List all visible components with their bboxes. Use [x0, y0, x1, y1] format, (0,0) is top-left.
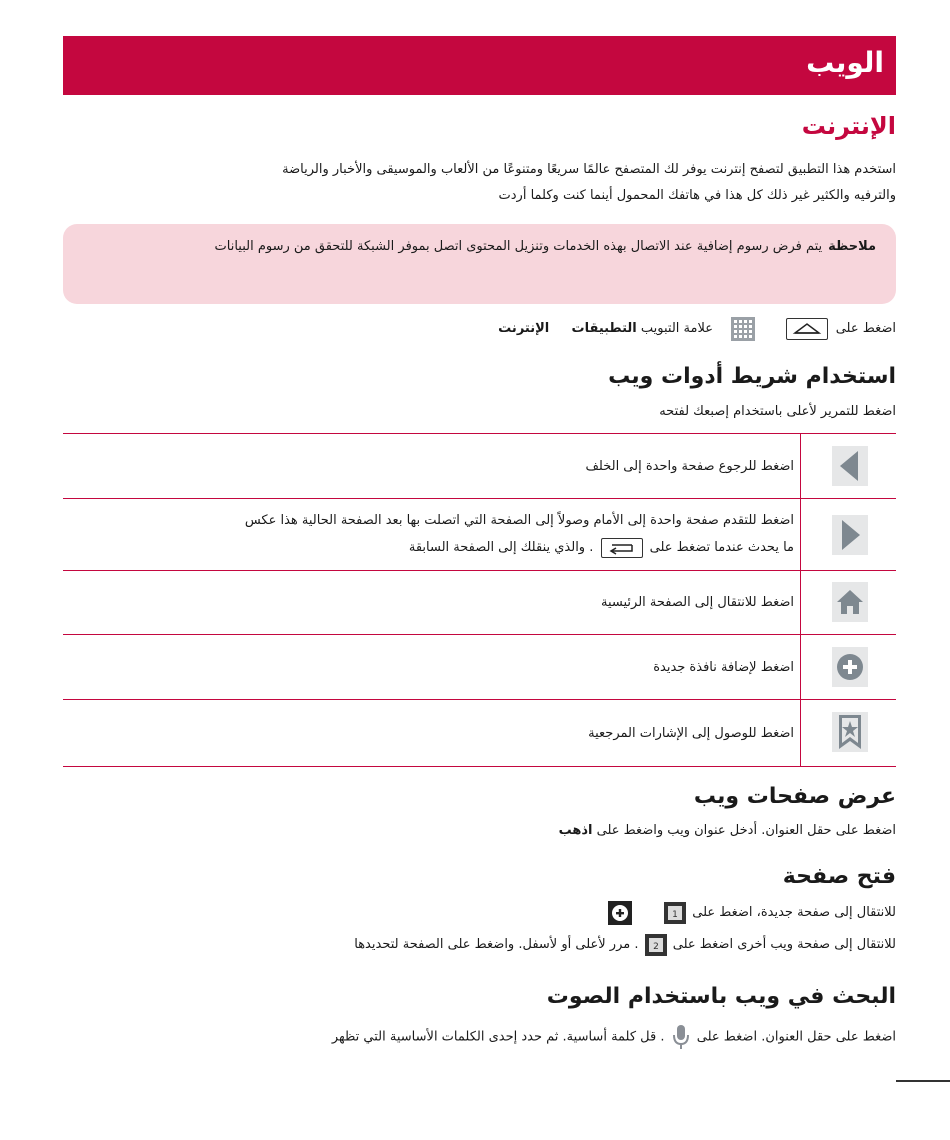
back-description: اضغط للرجوع صفحة واحدة إلى الخلف	[585, 459, 794, 474]
microphone-icon	[672, 1024, 690, 1050]
internet-heading: الإنترنت	[801, 112, 896, 140]
voice-search-text	[63, 1024, 896, 1051]
bookmark-icon	[832, 712, 868, 752]
svg-text:1: 1	[672, 909, 678, 920]
home-description: اضغط للانتقال إلى الصفحة الرئيسية	[600, 595, 794, 610]
open-page-line2-text-b: . مرر لأعلى أو لأسفل. واضغط على الصفحة لتحديدها	[354, 937, 639, 952]
voice-search-heading: البحث في ويب باستخدام الصوت	[546, 984, 896, 1009]
internet-text: الإنترنت	[498, 321, 550, 336]
new-window-plus-icon	[608, 901, 632, 925]
forward-description-line2	[81, 534, 794, 561]
toolbar-intro: اضغط للتمرير لأعلى باستخدام إصبعك لفتحه	[659, 404, 896, 419]
note-box	[63, 224, 896, 304]
open-page-line1-text: للانتقال إلى صفحة جديدة، اضغط على	[692, 905, 896, 920]
tab-text: علامة التبويب	[640, 321, 713, 336]
open-page-heading: فتح صفحة	[782, 864, 896, 889]
home-icon	[832, 582, 868, 622]
tabs-icon	[664, 902, 686, 924]
table-row	[63, 498, 896, 570]
voice-search-text-a: اضغط على حقل العنوان. اضغط على	[696, 1029, 896, 1045]
bookmarks-description: اضغط للوصول إلى الإشارات المرجعية	[588, 726, 794, 741]
view-pages-text	[63, 818, 896, 844]
voice-search-text-b: . قل كلمة أساسية. ثم حدد إحدى الكلمات الأساسية التي تظهر	[331, 1029, 665, 1045]
back-key-icon	[601, 538, 643, 558]
open-page-line1	[63, 900, 896, 926]
plus-circle-icon	[832, 647, 868, 687]
apps-grid-icon	[731, 317, 755, 341]
chapter-banner	[63, 36, 896, 95]
table-row	[63, 634, 896, 699]
forward-description	[81, 507, 794, 561]
back-arrow-icon	[832, 446, 868, 486]
forward-description-line2-b: . والذي ينقلك إلى الصفحة السابقة	[408, 540, 594, 555]
view-pages-heading: عرض صفحات ويب	[693, 784, 896, 809]
chapter-title: الويب	[806, 46, 884, 79]
press-text: اضغط على	[835, 321, 896, 336]
toolbar-heading: استخدام شريط أدوات ويب	[608, 364, 896, 389]
go-label: اذهب	[558, 823, 593, 838]
home-key-icon	[786, 318, 828, 340]
table-row	[63, 699, 896, 767]
table-row	[63, 433, 896, 498]
open-page-line2	[63, 932, 896, 958]
internet-intro-line2: والترفيه والكثير غير ذلك كل هذا في هاتفك المحمول أينما كنت وكلما أردت	[498, 188, 896, 203]
table-row	[63, 570, 896, 634]
forward-arrow-icon	[832, 515, 868, 555]
open-page-line2-text-a: للانتقال إلى صفحة ويب أخرى اضغط على	[672, 937, 896, 952]
apps-text: التطبيقات	[571, 321, 637, 336]
note-content	[81, 234, 876, 260]
forward-description-line2-a: ما يحدث عندما تضغط على	[649, 540, 794, 555]
view-pages-instruction: اضغط على حقل العنوان. أدخل عنوان ويب واضغط على	[596, 823, 896, 838]
tabs-count-icon	[645, 934, 667, 956]
note-text: يتم فرض رسوم إضافية عند الاتصال بهذه الخدمات وتنزيل المحتوى اتصل بموفر الشبكة للتحقق من رسوم البيانات	[214, 239, 823, 254]
forward-description-line1: اضغط للتقدم صفحة واحدة إلى الأمام وصولاً إلى الصفحة التي اتصلت بها بعد الصفحة الحالية هذا عكس	[244, 513, 794, 528]
svg-text:2: 2	[652, 941, 659, 952]
open-internet-instruction	[63, 316, 896, 342]
note-label: ملاحظة	[828, 239, 876, 254]
new-window-description: اضغط لإضافة نافذة جديدة	[653, 660, 794, 675]
page-number-rule	[896, 1080, 950, 1082]
internet-intro-line1: استخدم هذا التطبيق لتصفح إنترنت يوفر لك المتصفح عالمًا سريعًا ومتنوعًا من الألعاب والموسيقى والأخبار والرياضة	[282, 162, 896, 177]
